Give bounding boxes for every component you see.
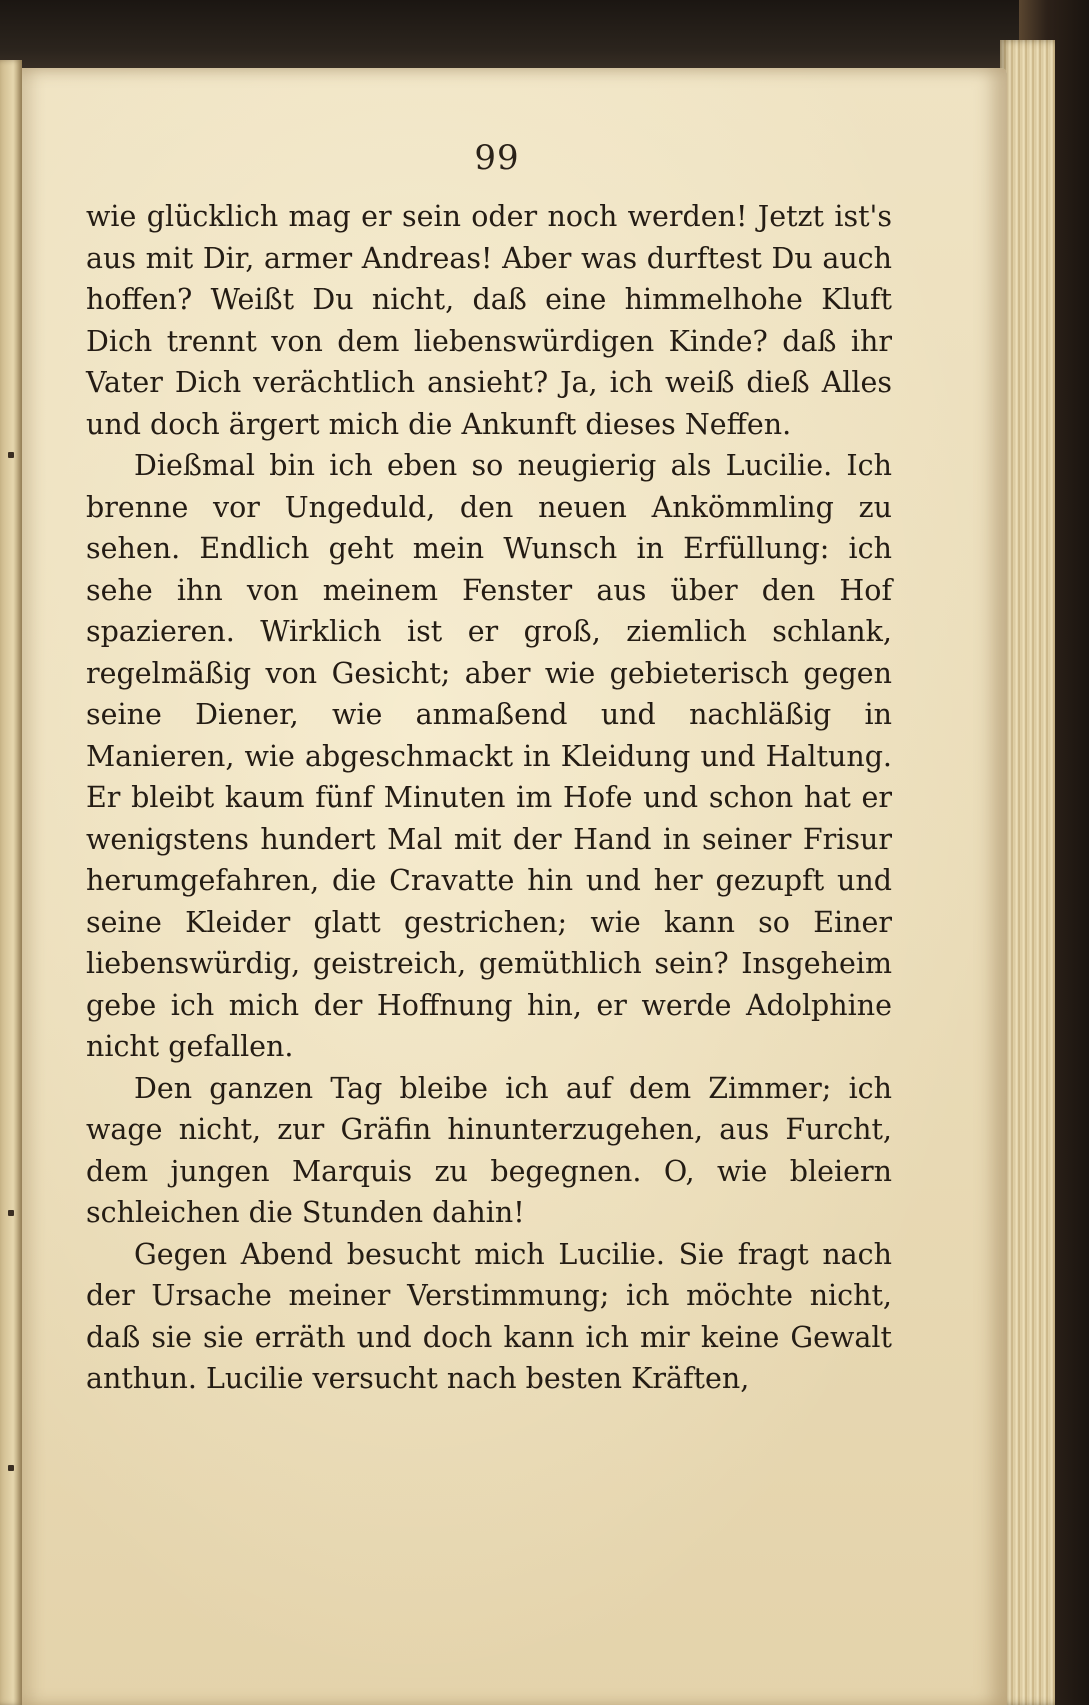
margin-mark [8, 1210, 14, 1216]
page-number: 99 [474, 138, 520, 178]
margin-mark [8, 1465, 14, 1471]
paragraph-3: Den ganzen Tag bleibe ich auf dem Zimmer; ich wage nicht, zur Gräfin hinunterzugehen, aus Furcht, dem jungen Marquis zu begegnen. O, wie bleiern schleichen die Stunden dahin! [86, 1071, 892, 1229]
margin-mark [8, 452, 14, 458]
book-cover-top [0, 0, 1089, 72]
page-edges [1000, 40, 1055, 1705]
paragraph-2: Dießmal bin ich eben so neugierig als Lucilie. Ich brenne vor Ungeduld, den neuen Ankömmling zu sehen. Endlich geht mein Wunsch in Erfüllung: ich sehe ihn von meinem Fenster aus über den Hof spazieren. Wirklich ist er groß, ziemlich schlank, regelmäßig von Gesicht; aber wie gebieterisch gegen seine Diener, wie anmaßend und nachläßig in Manieren, wie abgeschmackt in Kleidung und Haltung. Er bleibt kaum fünf Minuten im Hofe und schon hat er wenigstens hundert Mal mit der Hand in seiner Frisur herumgefahren, die Cravatte hin und her gezupft und seine Kleider glatt gestrichen; wie kann so Einer liebenswürdig, geistreich, gemüthlich sein? Insgeheim gebe ich mich der Hoffnung hin, er werde Adolphine nicht gefallen. [86, 449, 892, 1063]
book-page [22, 68, 1007, 1705]
page-body [86, 196, 892, 1400]
paragraph-4: Gegen Abend besucht mich Lucilie. Sie fragt nach der Ursache meiner Verstimmung; ich möchte nicht, daß sie sie erräth und doch kann ich mir keine Gewalt anthun. Lucilie versucht nach besten Kräften, [86, 1237, 892, 1395]
paragraph-1: wie glücklich mag er sein oder noch werden! Jetzt ist's aus mit Dir, armer Andreas! Aber was durftest Du auch hoffen? Weißt Du nicht, daß eine himmelhohe Kluft Dich trennt von dem liebenswürdigen Kinde? daß ihr Vater Dich verächtlich ansieht? Ja, ich weiß dieß Alles und doch ärgert mich die Ankunft dieses Neffen. [86, 200, 892, 441]
previous-page-edge [0, 60, 22, 1705]
